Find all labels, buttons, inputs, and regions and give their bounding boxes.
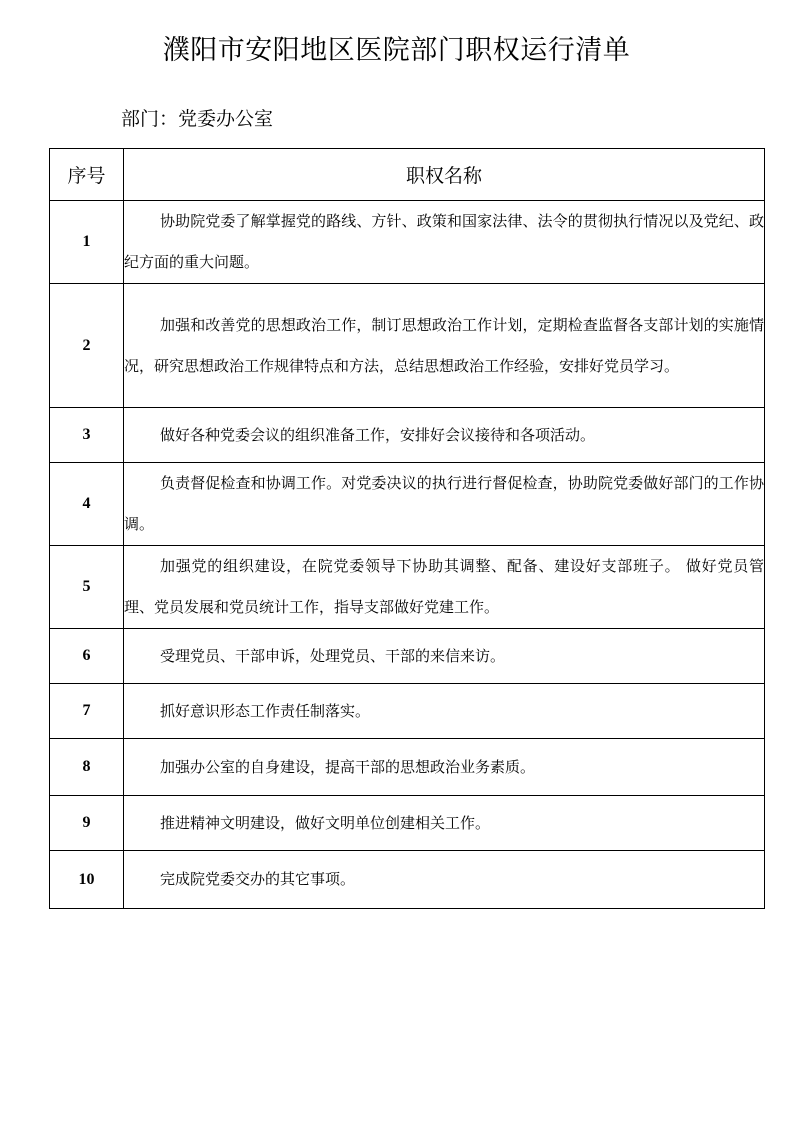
row-text: 推进精神文明建设，做好文明单位创建相关工作。	[124, 796, 765, 851]
row-number: 6	[50, 629, 124, 684]
row-text: 加强办公室的自身建设，提高干部的思想政治业务素质。	[124, 739, 765, 796]
row-number: 5	[50, 546, 124, 629]
row-number: 4	[50, 463, 124, 546]
row-text: 加强党的组织建设，在院党委领导下协助其调整、配备、建设好支部班子。 做好党员管理、党员发展和党员统计工作，指导支部做好党建工作。	[124, 546, 765, 629]
table-row	[50, 796, 765, 851]
row-number: 1	[50, 201, 124, 284]
row-text: 加强和改善党的思想政治工作，制订思想政治工作计划，定期检查监督各支部计划的实施情况，研究思想政治工作规律特点和方法，总结思想政治工作经验，安排好党员学习。	[124, 284, 765, 408]
row-number: 7	[50, 684, 124, 739]
duty-table	[49, 148, 765, 909]
row-text: 做好各种党委会议的组织准备工作，安排好会议接待和各项活动。	[124, 408, 765, 463]
row-number: 3	[50, 408, 124, 463]
table-row	[50, 629, 765, 684]
table-row	[50, 684, 765, 739]
table-row	[50, 739, 765, 796]
row-number: 2	[50, 284, 124, 408]
table-row	[50, 408, 765, 463]
table-row	[50, 546, 765, 629]
table-row	[50, 284, 765, 408]
row-text: 完成院党委交办的其它事项。	[124, 851, 765, 909]
document-title: 濮阳市安阳地区医院部门职权运行清单	[162, 35, 631, 66]
header-name: 职权名称	[124, 149, 765, 201]
department-value: 党委办公室	[178, 108, 274, 130]
row-text: 抓好意识形态工作责任制落实。	[124, 684, 765, 739]
department-label: 部门：	[121, 108, 179, 130]
row-number: 10	[50, 851, 124, 909]
department-line	[121, 104, 273, 131]
header-no: 序号	[50, 149, 124, 201]
row-text: 受理党员、干部申诉，处理党员、干部的来信来访。	[124, 629, 765, 684]
row-number: 8	[50, 739, 124, 796]
row-number: 9	[50, 796, 124, 851]
table-header-row	[50, 149, 765, 201]
table-row	[50, 463, 765, 546]
row-text: 协助院党委了解掌握党的路线、方针、政策和国家法律、法令的贯彻执行情况以及党纪、政纪方面的重大问题。	[124, 201, 765, 284]
table-row	[50, 201, 765, 284]
row-text: 负责督促检查和协调工作。对党委决议的执行进行督促检查，协助院党委做好部门的工作协调。	[124, 463, 765, 546]
table-row	[50, 851, 765, 909]
